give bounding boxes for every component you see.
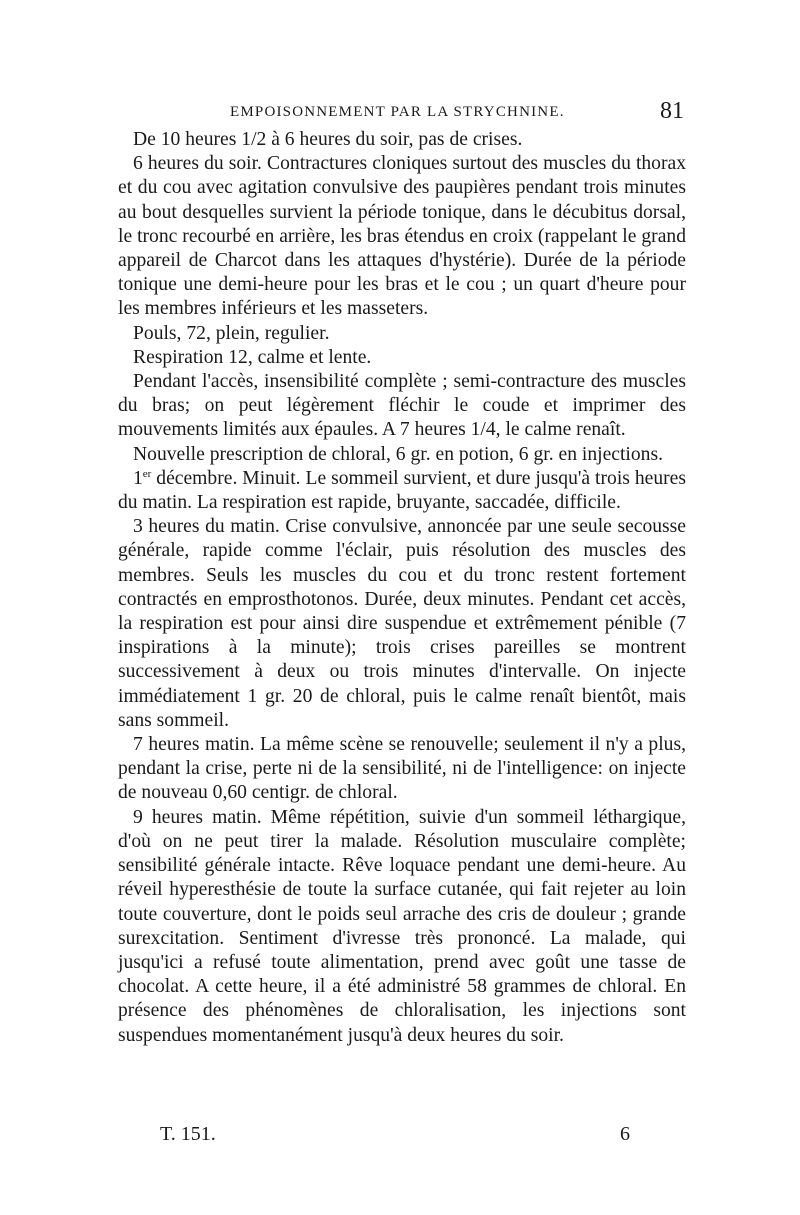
page-footer: [160, 1123, 630, 1153]
page-number: 81: [660, 98, 684, 124]
paragraph: De 10 heures 1/2 à 6 heures du soir, pas de crises.: [133, 129, 523, 150]
paragraph: 6 heures du soir. Contractures cloniques surtout des muscles du thorax et du cou avec agitation convulsive des paupières pendant trois minutes au bout desquelles survient la période tonique, dans le décubitus dorsal, le tronc recourbé en arrière, les bras étendus en croix (rappelant le grand appareil de Charcot dans les attaques d'hystérie). Durée de la période tonique une demi-heure pour les bras et le cou ; un quart d'heure pour les membres inférieurs et les masseters.: [118, 153, 686, 320]
paragraph: 7 heures matin. La même scène se renouvelle; seulement il n'y a plus, pendant la crise, perte ni de la sensibilité, ni de l'intelligence: on injecte de nouveau 0,60 centigr. de chloral.: [118, 734, 686, 804]
sheet-number: 6: [620, 1123, 630, 1145]
signature-mark: T. 151.: [160, 1123, 216, 1145]
body-text: [118, 128, 686, 1048]
page-header: [118, 98, 684, 128]
paragraph: Pouls, 72, plein, regulier.: [133, 322, 330, 344]
paragraph: Nouvelle prescription de chloral, 6 gr. en potion, 6 gr. en injections.: [133, 443, 663, 465]
date-ordinal: er: [142, 467, 152, 480]
date-day: 1: [133, 467, 143, 489]
running-title: EMPOISONNEMENT PAR LA STRYCHNINE.: [230, 104, 565, 120]
paragraph: Pendant l'accès, insensibilité complète ; semi-contracture des muscles du bras; on peut légèrement fléchir le coude et imprimer des mouvements limités aux épaules. A 7 heures 1/4, le calme renaît.: [118, 371, 686, 441]
paragraph: 3 heures du matin. Crise convulsive, annoncée par une seule secousse générale, rapide comme l'éclair, puis résolution des muscles des membres. Seuls les muscles du cou et du tronc restent fortement contractés en emprosthotonos. Durée, deux minutes. Pendant cet accès, la respiration est pour ainsi dire suspendue et extrêmement pénible (7 inspirations à la minute); trois crises pareilles se montrent successivement à deux ou trois minutes d'intervalle. On injecte immédiatement 1 gr. 20 de chloral, puis le calme renaît bientôt, mais sans sommeil.: [118, 516, 686, 731]
dated-paragraph-text: décembre. Minuit. Le sommeil survient, et dure jusqu'à trois heures du matin. La respiration est rapide, bruyante, saccadée, difficile.: [118, 467, 686, 514]
paragraph: 9 heures matin. Même répétition, suivie d'un sommeil léthargique, d'où on ne peut tirer la malade. Résolution musculaire complète; sensibilité générale intacte. Rêve loquace pendant une demi-heure. Au réveil hyperesthésie de toute la surface cutanée, qui fait rejeter au loin toute couverture, dont le poids seul arrache des cris de douleur ; grande surexcitation. Sentiment d'ivresse très prononcé. La malade, qui jusqu'ici a refusé toute alimentation, prend avec goût une tasse de chocolat. A cette heure, il a été administré 58 grammes de chloral. En présence des phénomènes de chloralisation, les injections sont suspendues momentanément jusqu'à deux heures du soir.: [118, 806, 686, 1046]
paragraph: Respiration 12, calme et lente.: [133, 346, 372, 368]
paragraph-dated: [118, 467, 686, 515]
